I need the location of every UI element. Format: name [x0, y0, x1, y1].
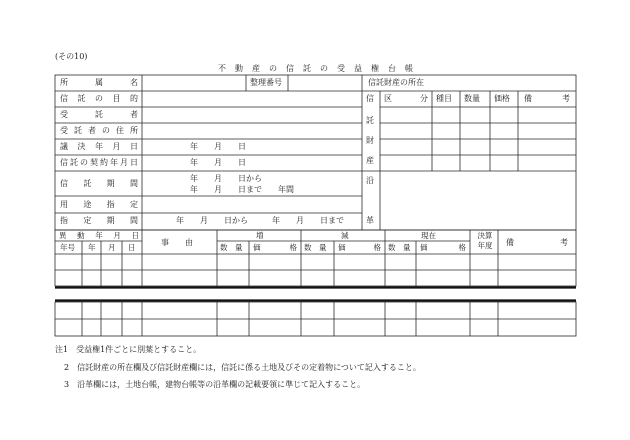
giketsu-date-value: 年 月 日: [190, 142, 246, 151]
note-3: 3 沿革欄には，土地台帳，建物台帳等の沿革欄の記載要領に準じて記入すること。: [64, 380, 366, 389]
header-ido-date: 異 動 年 月 日: [59, 231, 139, 240]
label-jutakusha-jusho: 受 託 者 の 住 所: [60, 126, 138, 135]
header-nen: 年: [88, 243, 96, 252]
side-char: 沿: [366, 176, 374, 185]
label-shozaichi: 信託財産の所在: [368, 78, 424, 87]
kikan-from: 年 月 日から: [190, 174, 262, 183]
header-kakaku-gen: 価 格: [338, 243, 381, 252]
header-hi: 日: [128, 243, 136, 252]
header-suryo-zou: 数 量: [220, 243, 243, 252]
note-1: 注1 受益権1件ごとに別葉とすること。: [55, 345, 202, 354]
side-char: 財: [366, 136, 374, 145]
label-jutakusha: 受 託 者: [60, 110, 138, 119]
note-2: 2 信託財産の所在欄及び信託財産欄には，信託に係る土地及びその定着物について記入すること。: [64, 363, 421, 372]
header-kakaku-genzai: 価 格: [420, 243, 466, 252]
header-biko: 備 考: [524, 94, 570, 103]
label-giketsu-date: 議 決 年 月 日: [60, 142, 138, 151]
label-kikan: 信 託 期 間: [60, 179, 138, 188]
header-genzai: 現在: [421, 231, 436, 240]
header-biko-lower: 備 考: [506, 238, 568, 247]
header-gen: 減: [341, 231, 349, 240]
header-jiyu: 事 由: [161, 238, 193, 247]
kikan-to: 年 月 日まで 年間: [190, 185, 294, 194]
label-shintaku-mokuteki: 信 託 の 目 的: [60, 94, 138, 103]
header-suryo: 数量: [464, 94, 480, 103]
page-title: 不 動 産 の 信 託 の 受 益 権 台 帳: [218, 64, 414, 73]
side-char: 信: [366, 94, 374, 103]
header-suryo-genzai: 数 量: [388, 243, 411, 252]
header-kakaku-zou: 価 格: [253, 243, 297, 252]
keiyaku-date-value: 年 月 日: [190, 158, 246, 167]
header-zou: 増: [256, 231, 264, 240]
label-keiyaku-date: 信託の契約年月日: [60, 158, 138, 167]
label-seiri-bango: 整理番号: [250, 78, 282, 87]
side-char: 産: [366, 156, 374, 165]
header-nengo: 年号: [60, 243, 75, 252]
header-kessan-nendo: 決算 年度: [477, 231, 493, 250]
shitei-kikan-value: 年 月 日から 年 月 日まで: [176, 216, 344, 225]
label-shitei-kikan: 指 定 期 間: [60, 216, 138, 225]
label-shozoku: 所 属 名: [60, 78, 138, 87]
label-yoto: 用 途 指 定: [60, 200, 138, 209]
header-kakaku: 価格: [494, 94, 510, 103]
header-shumoku: 種目: [436, 94, 452, 103]
header-tsuki: 月: [108, 243, 116, 252]
side-char: 革: [366, 216, 374, 225]
header-kubun: 区 分: [384, 94, 428, 103]
side-char: 託: [366, 116, 374, 125]
form-number: (その10): [55, 52, 88, 61]
header-suryo-gen: 数 量: [304, 243, 327, 252]
